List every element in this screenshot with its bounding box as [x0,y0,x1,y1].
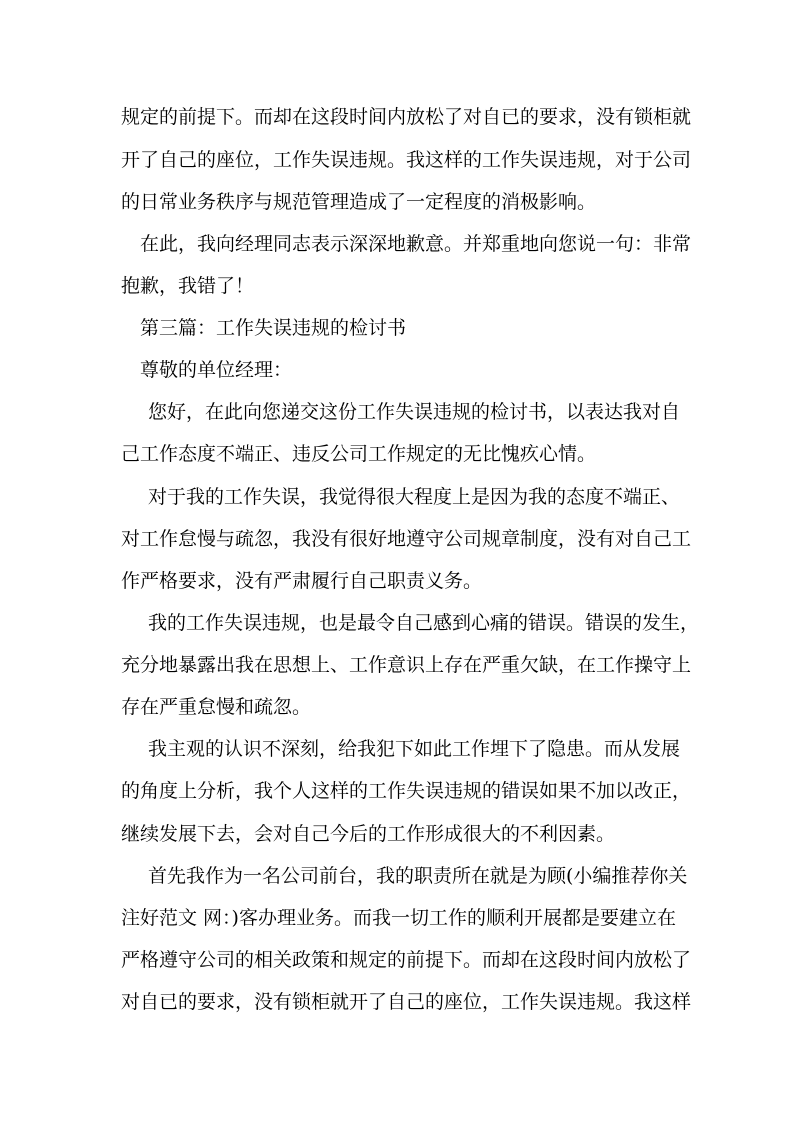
paragraph-first-line: 您好，在此向您递交这份工作失误违规的检讨书，以表达我对自 [148,401,681,423]
text-line: 充分地暴露出我在思想上、工作意识上存在严重欠缺，在工作操守上 [121,654,692,676]
text-line: 注好范文 网：)客办理业务。而我一切工作的顺利开展都是要建立在 [121,907,676,929]
text-line: 对自已的要求，没有锁柜就开了自己的座位，工作失误违规。我这样 [121,991,692,1013]
text-line: 的角度上分析，我个人这样的工作失误违规的错误如果不加以改正， [121,780,692,802]
text-line: 的日常业务秩序与规范管理造成了一定程度的消极影响。 [121,191,597,213]
paragraph-first-line: 在此，我向经理同志表示深深地歉意。并郑重地向您说一句：非常 [140,233,692,255]
section-heading: 第三篇：工作失误违规的检讨书 [140,317,407,339]
paragraph-first-line: 我的工作失误违规，也是最令自己感到心痛的错误。错误的发生， [148,612,700,634]
text-line: 继续发展下去，会对自己今后的工作形成很大的不利因素。 [121,823,616,845]
text-line: 存在严重怠慢和疏忽。 [121,696,312,718]
text-line: 抱歉，我错了！ [121,275,255,297]
text-line: 规定的前提下。而却在这段时间内放松了对自已的要求，没有锁柜就 [121,106,692,128]
text-line: 作严格要求，没有严肃履行自己职责义务。 [121,570,483,592]
text-line: 对工作怠慢与疏忽，我没有很好地遵守公司规章制度，没有对自己工 [121,528,692,550]
text-line: 己工作态度不端正、违反公司工作规定的无比愧疚心情。 [121,443,597,465]
paragraph-first-line: 我主观的认识不深刻，给我犯下如此工作埋下了隐患。而从发展 [148,738,681,760]
text-line: 开了自己的座位，工作失误违规。我这样的工作失误违规，对于公司 [121,149,692,171]
text-line: 严格遵守公司的相关政策和规定的前提下。而却在这段时间内放松了 [121,949,692,971]
paragraph-first-line: 对于我的工作失误，我觉得很大程度上是因为我的态度不端正、 [148,486,681,508]
paragraph-first-line: 首先我作为一名公司前台，我的职责所在就是为顾(小编推荐你关 [148,865,688,887]
salutation: 尊敬的单位经理： [140,359,293,381]
